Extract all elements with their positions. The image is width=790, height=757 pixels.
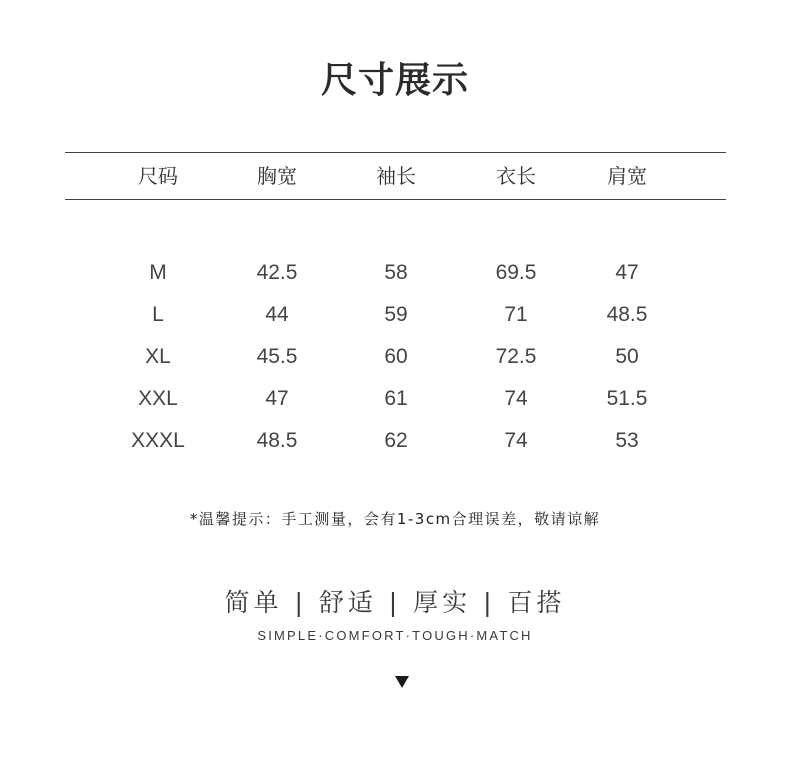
table-cell: 72.5 — [495, 345, 537, 368]
table-cell: 60 — [384, 345, 408, 368]
table-cell: M — [149, 261, 167, 284]
table-cell: 74 — [504, 429, 528, 452]
header-body-length: 衣长 — [496, 164, 536, 188]
table-cell: 45.5 — [256, 345, 298, 368]
table-cell: 42.5 — [256, 261, 298, 284]
header-shoulder-width: 肩宽 — [607, 164, 647, 188]
table-row — [0, 383, 790, 415]
table-cell: 62 — [384, 429, 408, 452]
table-cell: 48.5 — [256, 429, 298, 452]
triangle-down-icon — [395, 676, 409, 688]
table-cell: 44 — [265, 303, 289, 326]
table-header-row — [0, 160, 790, 192]
table-top-divider — [65, 152, 726, 153]
table-row — [0, 299, 790, 331]
header-size: 尺码 — [138, 164, 178, 188]
table-row — [0, 341, 790, 373]
table-cell: 69.5 — [495, 261, 537, 284]
table-cell: 51.5 — [606, 387, 648, 410]
table-cell: 50 — [615, 345, 639, 368]
header-chest-width: 胸宽 — [257, 164, 297, 188]
table-cell: 74 — [504, 387, 528, 410]
table-cell: 71 — [504, 303, 528, 326]
table-cell: 47 — [265, 387, 289, 410]
table-cell: XXXL — [131, 429, 185, 452]
table-cell: XL — [145, 345, 171, 368]
table-cell: 48.5 — [606, 303, 648, 326]
table-cell: 53 — [615, 429, 639, 452]
table-header-divider — [65, 199, 726, 200]
slogan-chinese: 简单 | 舒适 | 厚实 | 百搭 — [224, 588, 566, 617]
table-cell: XXL — [138, 387, 178, 410]
measurement-note: *温馨提示：手工测量，会有1-3cm合理误差，敬请谅解 — [189, 510, 601, 528]
page-title: 尺寸展示 — [320, 60, 469, 101]
table-row — [0, 425, 790, 457]
table-cell: L — [152, 303, 164, 326]
slogan-english: SIMPLE·COMFORT·TOUGH·MATCH — [257, 628, 533, 643]
table-cell: 47 — [615, 261, 639, 284]
table-cell: 58 — [384, 261, 408, 284]
table-cell: 61 — [384, 387, 408, 410]
header-sleeve-length: 袖长 — [376, 164, 416, 188]
table-row — [0, 257, 790, 289]
table-cell: 59 — [384, 303, 408, 326]
